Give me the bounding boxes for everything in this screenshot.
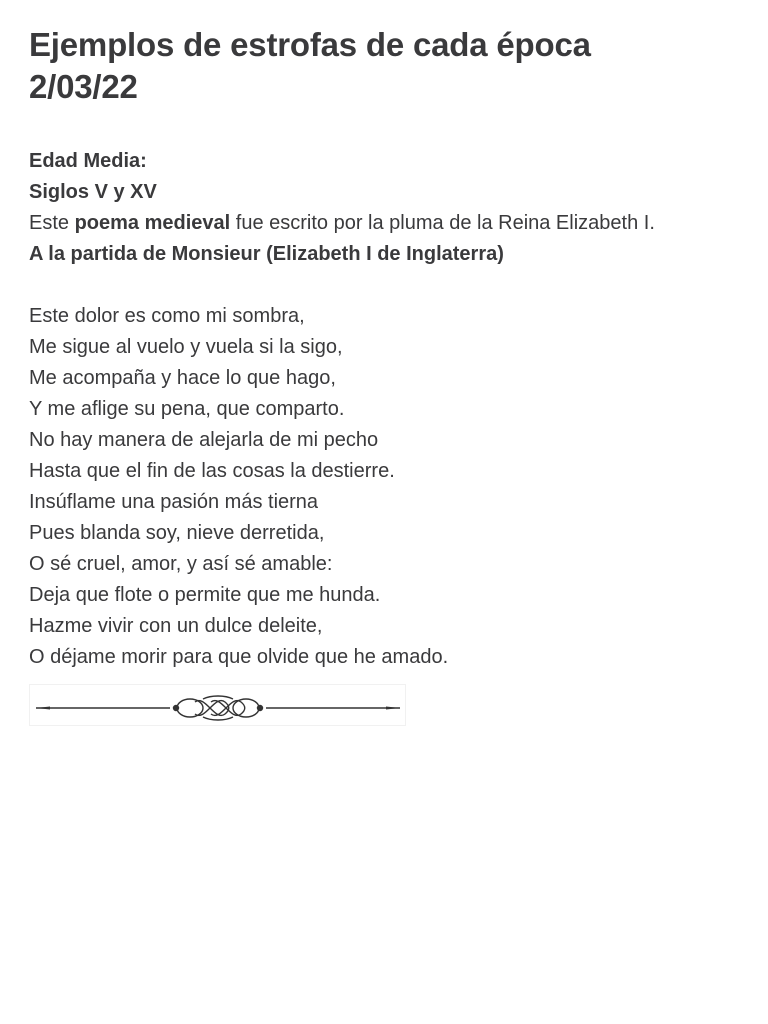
intro-bold: poema medieval <box>74 212 231 234</box>
poem-line: Hazme vivir con un dulce deleite, <box>29 615 323 637</box>
poem-line: Pues blanda soy, nieve derretida, <box>29 522 325 544</box>
poem-line: O déjame morir para que olvide que he amado. <box>29 646 449 668</box>
note-body <box>29 146 749 726</box>
note-page <box>29 24 749 726</box>
title-date: 2/03/22 <box>29 68 138 105</box>
title-line-1: Ejemplos de estrofas de cada época <box>29 26 591 63</box>
poem-title: A la partida de Monsieur (Elizabeth I de Inglaterra) <box>29 243 504 265</box>
poem-line: Hasta que el fin de las cosas la destierre. <box>29 460 395 482</box>
intro-paragraph <box>29 208 749 239</box>
poem-line: Me sigue al vuelo y vuela si la sigo, <box>29 336 343 358</box>
note-title <box>29 24 749 108</box>
centuries-heading: Siglos V y XV <box>29 181 157 203</box>
poem-line: No hay manera de alejarla de mi pecho <box>29 429 379 451</box>
poem-stanza <box>29 301 749 673</box>
blank-line <box>29 270 749 301</box>
ornamental-divider-icon <box>29 684 406 726</box>
poem-line: Me acompaña y hace lo que hago, <box>29 367 336 389</box>
section-heading: Edad Media: <box>29 150 147 172</box>
poem-line: O sé cruel, amor, y así sé amable: <box>29 553 333 575</box>
poem-line: Deja que flote o permite que me hunda. <box>29 584 381 606</box>
poem-line: Insúflame una pasión más tierna <box>29 491 319 513</box>
intro-prefix: Este <box>29 212 75 234</box>
intro-suffix: fue escrito por la pluma de la Reina Elizabeth I. <box>230 212 655 234</box>
poem-line: Y me aflige su pena, que comparto. <box>29 398 345 420</box>
poem-line: Este dolor es como mi sombra, <box>29 305 305 327</box>
